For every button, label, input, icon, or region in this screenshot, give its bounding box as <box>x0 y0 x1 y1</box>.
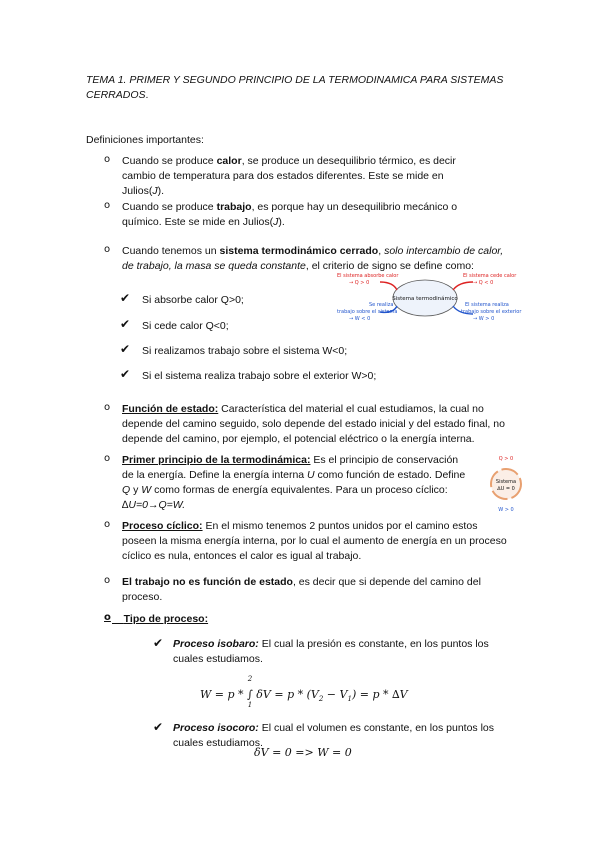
primer-principio-text: como formas de energía equivalentes. Para un proceso cíclico: <box>151 484 448 496</box>
cycle-top-label: Q > 0 <box>498 456 514 462</box>
checkmark-icon: ✔ <box>153 636 164 650</box>
checkmark-icon: ✔ <box>120 317 131 331</box>
checkmark-icon: ✔ <box>153 720 164 734</box>
bullet-circle-icon: o <box>104 612 111 623</box>
proceso-ciclico-head: Proceso cíclico: <box>122 520 203 532</box>
cycle-center-label: Sistema <box>495 479 517 485</box>
diagram-label: El sistema absorbe calor <box>337 273 399 279</box>
funcion-estado-head: Función de estado: <box>122 403 219 415</box>
arrow-icon <box>380 282 397 290</box>
checkmark-icon: ✔ <box>120 291 131 305</box>
sign-item: Si absorbe calor Q>0; <box>142 294 244 306</box>
primer-principio-text: como función de estado. Define <box>314 469 466 481</box>
bullet-trabajo <box>122 200 492 230</box>
bullet-proceso-ciclico <box>122 519 508 564</box>
diagram-label: → W > 0 <box>473 316 495 322</box>
isobaro-item <box>173 637 518 667</box>
integral-upper-limit: 2 <box>247 675 253 683</box>
formula-isocoro: δV = 0 => W = 0 <box>254 746 352 759</box>
sign-convention-diagram <box>335 268 522 328</box>
calor-text-e: ). <box>157 185 165 197</box>
cycle-bottom-label: W > 0 <box>498 507 514 513</box>
formula-isobaro <box>200 675 408 709</box>
trabajo-bold: trabajo <box>216 201 252 213</box>
trabajo-text-e: ). <box>278 216 285 228</box>
calor-bold: calor <box>216 155 242 167</box>
primer-principio-head: Primer principio de la termodinámica: <box>122 454 311 466</box>
cycle-center-label: ∆U = 0 <box>497 486 515 492</box>
subscript-1: 1 <box>347 695 352 704</box>
bullet-primer-principio <box>122 453 467 513</box>
proceso-ciclico-body: En el mismo tenemos 2 puntos unidos por el camino estos poseen la misma energía interna, por lo cual el aumento de energía en un proceso cíclico es nula, entonces el calor es igual al trabajo. <box>122 520 507 562</box>
trabajo-estado-bold: El trabajo no es función de estado <box>122 576 293 588</box>
trabajo-text-a: Cuando se produce <box>122 201 217 213</box>
bullet-circle-icon: o <box>104 244 111 255</box>
title-text: TEMA 1. PRIMER Y SEGUNDO PRINCIPIO DE LA TERMODINAMICA PARA SISTEMAS CERRADOS <box>86 74 504 101</box>
bullet-circle-icon: o <box>104 154 111 165</box>
formula1-end: ) = p * ∆V <box>351 688 408 701</box>
sign-item: Si el sistema realiza trabajo sobre el exterior W>0; <box>142 370 377 382</box>
sistema-text-c: , <box>378 245 385 257</box>
formula1-minus: − V <box>323 688 348 701</box>
bullet-circle-icon: o <box>104 519 111 530</box>
sistema-italic: solo intercambio de calor, de trabajo, la masa se queda constante <box>122 245 504 272</box>
diagram-label: → W < 0 <box>349 316 371 322</box>
primer-principio-Q: Q <box>122 484 131 496</box>
isobaro-name: Proceso isobaro: <box>173 638 259 650</box>
calor-text-a: Cuando se produce <box>122 155 217 167</box>
calor-unit: J <box>152 185 158 197</box>
primer-principio-W: W <box>141 484 152 496</box>
bullet-calor <box>122 154 482 199</box>
bullet-trabajo-estado <box>122 575 512 605</box>
diagram-label: → Q < 0 <box>473 280 494 286</box>
formula1-mid: δV = p * (V <box>256 688 319 701</box>
diagram-label: El sistema cede calor <box>463 273 517 279</box>
arrow-icon <box>453 282 473 290</box>
cycle-diagram <box>486 452 526 514</box>
checkmark-icon: ✔ <box>120 342 131 356</box>
diagram-label: Se realiza <box>369 302 394 308</box>
primer-principio-cyclic: ∆U=0→Q=W. <box>122 499 186 511</box>
section-heading: Definiciones importantes: <box>86 134 204 146</box>
trabajo-estado-rest: , es decir que si depende del camino del proceso. <box>122 576 481 603</box>
document-title <box>86 73 506 103</box>
diagram-label: trabajo sobre el exterior <box>461 309 522 315</box>
title-dot: . <box>145 89 149 101</box>
bullet-circle-icon: o <box>104 575 111 586</box>
primer-principio-U: U <box>307 469 315 481</box>
bullet-funcion-estado <box>122 402 506 447</box>
calor-text-c: , se produce un desequilibrio térmico, es decir cambio de temperatura para dos estados diferentes. Este se mide en Julios( <box>122 155 456 197</box>
bullet-circle-icon: o <box>104 453 111 464</box>
isocoro-body: El cual el volumen es constante, en los puntos los cuales estudiamos. <box>173 722 495 749</box>
sign-item: Si cede calor Q<0; <box>142 320 229 332</box>
integral-lower-limit: 1 <box>247 701 253 709</box>
sign-item: Si realizamos trabajo sobre el sistema W<0; <box>142 345 348 357</box>
isobaro-body: El cual la presión es constante, en los puntos los cuales estudiamos. <box>173 638 489 665</box>
sistema-text-e: , el criterio de signo se define como: <box>305 260 474 272</box>
bullet-circle-icon: o <box>104 200 111 211</box>
funcion-estado-body: Característica del material el cual estudiamos, la cual no depende del camino seguido, solo depende del estado inicial y del estado final, no depende del camino, por ejemplo, el potencial eléctrico o la energía interna. <box>122 403 505 445</box>
bullet-circle-icon: o <box>104 402 111 413</box>
primer-principio-text: Es el principio de conservación de la energía. Define la energía interna <box>122 454 459 481</box>
checkmark-icon: ✔ <box>120 367 131 381</box>
diagram-label: trabajo sobre el sistema <box>337 309 398 315</box>
diagram-label: El sistema realiza <box>465 302 509 308</box>
sistema-bold: sistema termodinámico cerrado <box>219 245 379 257</box>
sistema-text-a: Cuando tenemos un <box>122 245 220 257</box>
isocoro-name: Proceso isocoro: <box>173 722 259 734</box>
primer-principio-text: y <box>130 484 142 496</box>
diagram-label: → Q > 0 <box>349 280 370 286</box>
trabajo-text-c: , es porque hay un desequilibrio mecánico o químico. Este se mide en Julios( <box>122 201 458 228</box>
tipo-proceso-text: Tipo de proceso: <box>123 613 209 625</box>
formula1-lhs: W = p * ∫ <box>200 688 253 701</box>
trabajo-unit: J <box>273 216 279 228</box>
diagram-center-label: Sistema termodinámico <box>392 296 458 302</box>
subscript-2: 2 <box>318 695 324 704</box>
tipo-proceso-heading <box>112 612 208 627</box>
